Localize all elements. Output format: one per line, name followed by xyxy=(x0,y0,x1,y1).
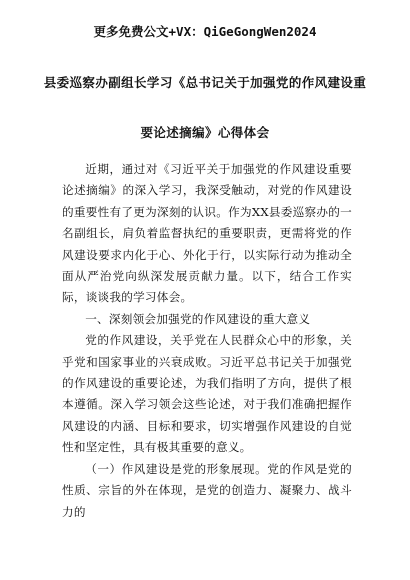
section-heading-1: 一、深刻领会加强党的作风建设的重大意义 xyxy=(85,311,311,326)
intro-paragraph: 近期，通过对《习近平关于加强党的作风建设重要论述摘编》的深入学习，我深受触动，对党的作风建设的重要性有了更为深刻的认识。作为XX县委巡察办的一名副组长，肩负着监督执纪的重要职责，更需将党的作风建设要求内化于心、外化于行，以实际行动为推动全面从严治党向纵深发展贡献力量。以下，结合工作实际，谈谈我的学习体会。 xyxy=(62,162,352,305)
document-title-line-2: 要论述摘编》心得体会 xyxy=(140,125,270,140)
document-title-line-1: 县委巡察办副组长学习《总书记关于加强党的作风建设重 xyxy=(43,75,367,90)
subsection-1-paragraph: （一）作风建设是党的形象展现。党的作风是党的性质、宗旨的外在体现，是党的创造力、凝聚力、战斗力的 xyxy=(62,461,352,519)
document-body xyxy=(62,159,352,523)
watermark-header: 更多免费公文+VX：QiGeGongWen2024 xyxy=(93,24,317,39)
section-1-paragraph: 党的作风建设，关乎党在人民群众心中的形象，关乎党和国家事业的兴衰成败。习近平总书记关于加强党的作风建设的重要论述，为我们指明了方向，提供了根本遵循。深入学习领会这些论述，对于我们准确把握作风建设的内涵、目标和要求，切实增强作风建设的自觉性和坚定性，具有极其重要的意义。 xyxy=(62,333,352,455)
